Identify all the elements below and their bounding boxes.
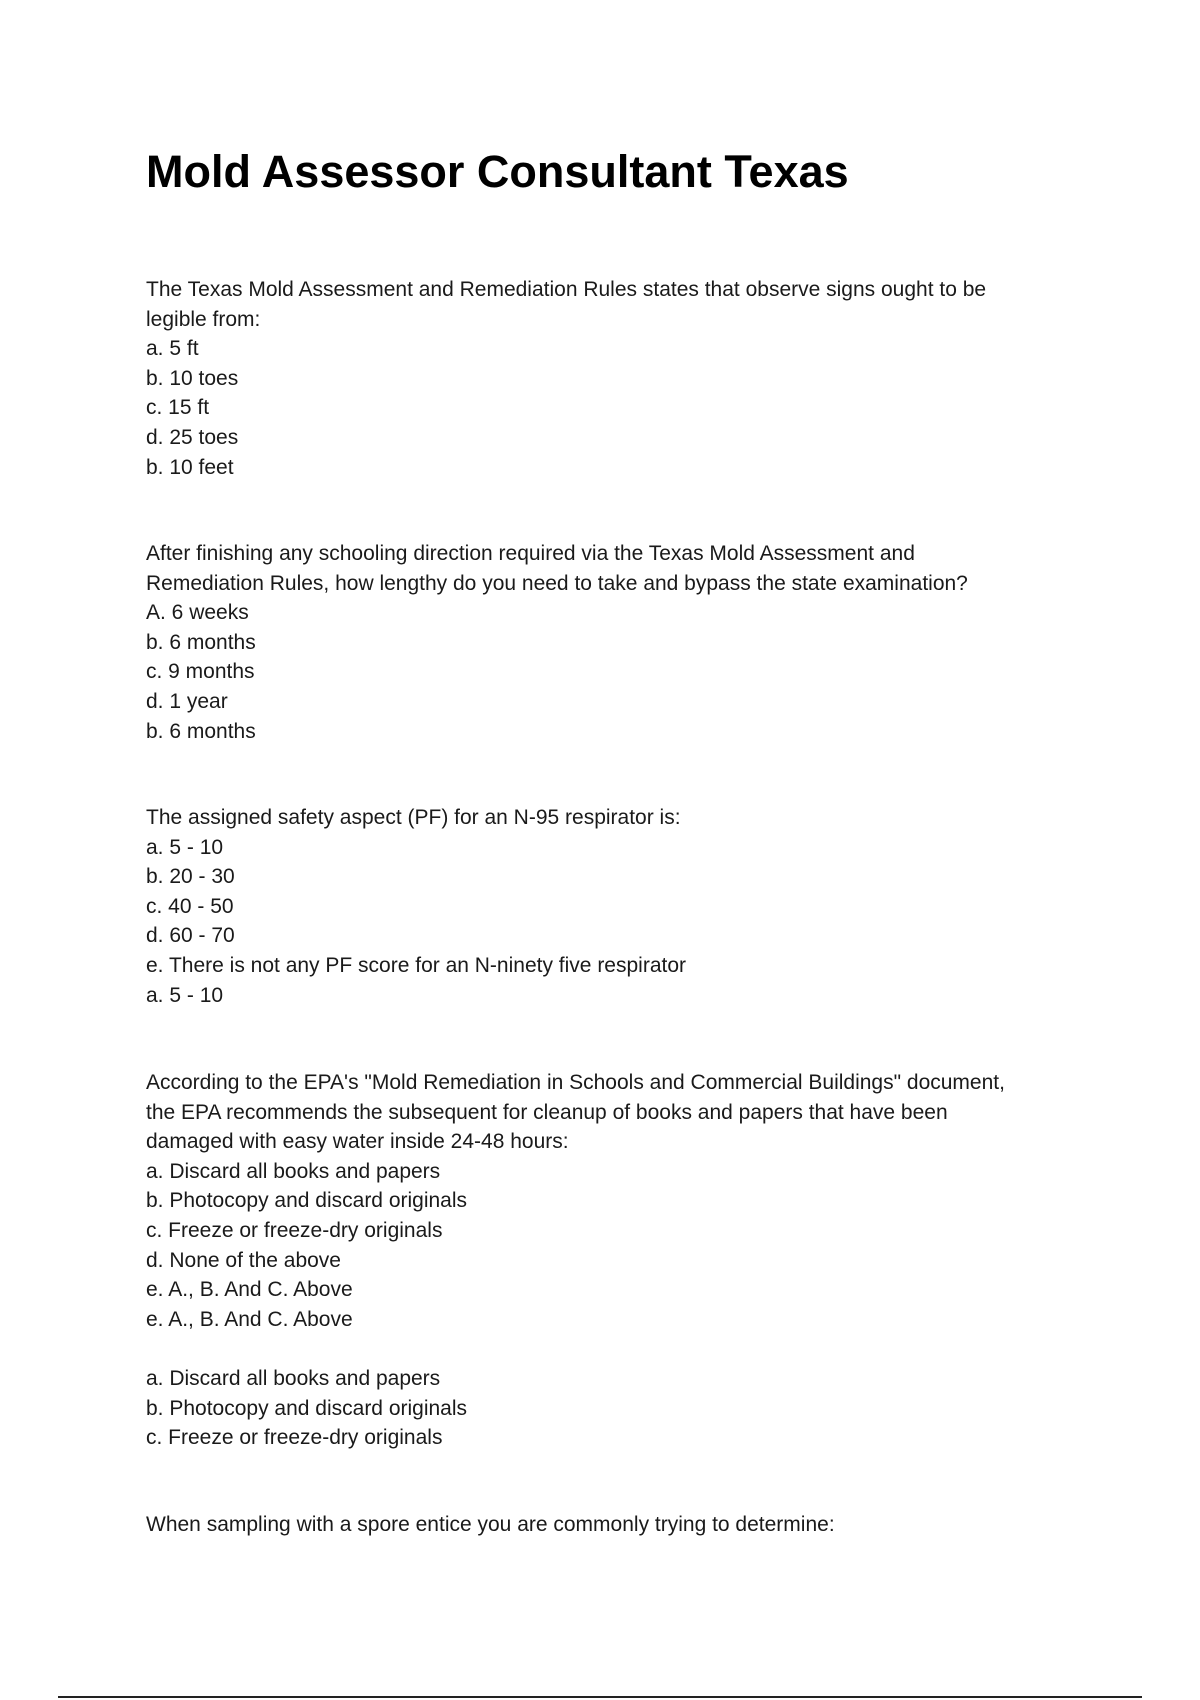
correct-answer: e. A., B. And C. Above <box>146 1307 353 1331</box>
spacer <box>146 1334 1066 1364</box>
question-prompt-line: The Texas Mold Assessment and Remediation Rules states that observe signs ought to be <box>146 278 987 301</box>
answer-option: a. Discard all books and papers <box>146 1159 441 1183</box>
answer-detail-line: c. Freeze or freeze-dry originals <box>146 1426 443 1450</box>
answer-option: d. None of the above <box>146 1248 341 1272</box>
answer-option: b. 20 - 30 <box>146 865 235 889</box>
answer-option: e. There is not any PF score for an N-ninety five respirator <box>146 953 687 977</box>
answer-option: b. 6 months <box>146 630 256 654</box>
document-title: Mold Assessor Consultant Texas <box>146 146 849 197</box>
answer-option: c. 15 ft <box>146 396 210 420</box>
question-5 <box>146 1510 1066 1540</box>
answer-option: a. 5 - 10 <box>146 835 224 859</box>
correct-answer: b. 6 months <box>146 719 256 743</box>
question-prompt-line: Remediation Rules, how lengthy do you need to take and bypass the state examination? <box>146 571 968 595</box>
question-prompt-line: After finishing any schooling direction required via the Texas Mold Assessment and <box>146 542 915 565</box>
question-3 <box>146 803 1066 1010</box>
question-4 <box>146 1068 1066 1453</box>
question-prompt-line: legible from: <box>146 307 261 331</box>
footer-divider <box>58 1696 1142 1698</box>
correct-answer: b. 10 feet <box>146 455 234 479</box>
answer-option: b. 10 toes <box>146 366 239 390</box>
answer-detail-line: b. Photocopy and discard originals <box>146 1396 468 1420</box>
answer-option: d. 25 toes <box>146 425 239 449</box>
question-prompt-line: damaged with easy water inside 24-48 hours: <box>146 1130 569 1154</box>
question-prompt-line: The assigned safety aspect (PF) for an N-95 respirator is: <box>146 806 681 829</box>
answer-option: A. 6 weeks <box>146 601 249 625</box>
answer-option: d. 60 - 70 <box>146 924 235 948</box>
question-prompt-line: According to the EPA's "Mold Remediation in Schools and Commercial Buildings" document, <box>146 1071 1005 1094</box>
question-prompt-line: the EPA recommends the subsequent for cleanup of books and papers that have been <box>146 1100 948 1124</box>
question-prompt-line: When sampling with a spore entice you are commonly trying to determine: <box>146 1513 835 1536</box>
answer-option: c. 40 - 50 <box>146 894 234 918</box>
answer-detail-line: a. Discard all books and papers <box>146 1366 441 1390</box>
answer-option: e. A., B. And C. Above <box>146 1278 353 1302</box>
question-1 <box>146 275 1066 482</box>
answer-option: d. 1 year <box>146 689 228 713</box>
answer-option: c. 9 months <box>146 660 255 684</box>
question-2 <box>146 539 1066 746</box>
answer-option: c. Freeze or freeze-dry originals <box>146 1218 443 1242</box>
answer-option: b. Photocopy and discard originals <box>146 1189 468 1213</box>
correct-answer: a. 5 - 10 <box>146 983 224 1007</box>
answer-option: a. 5 ft <box>146 337 199 361</box>
